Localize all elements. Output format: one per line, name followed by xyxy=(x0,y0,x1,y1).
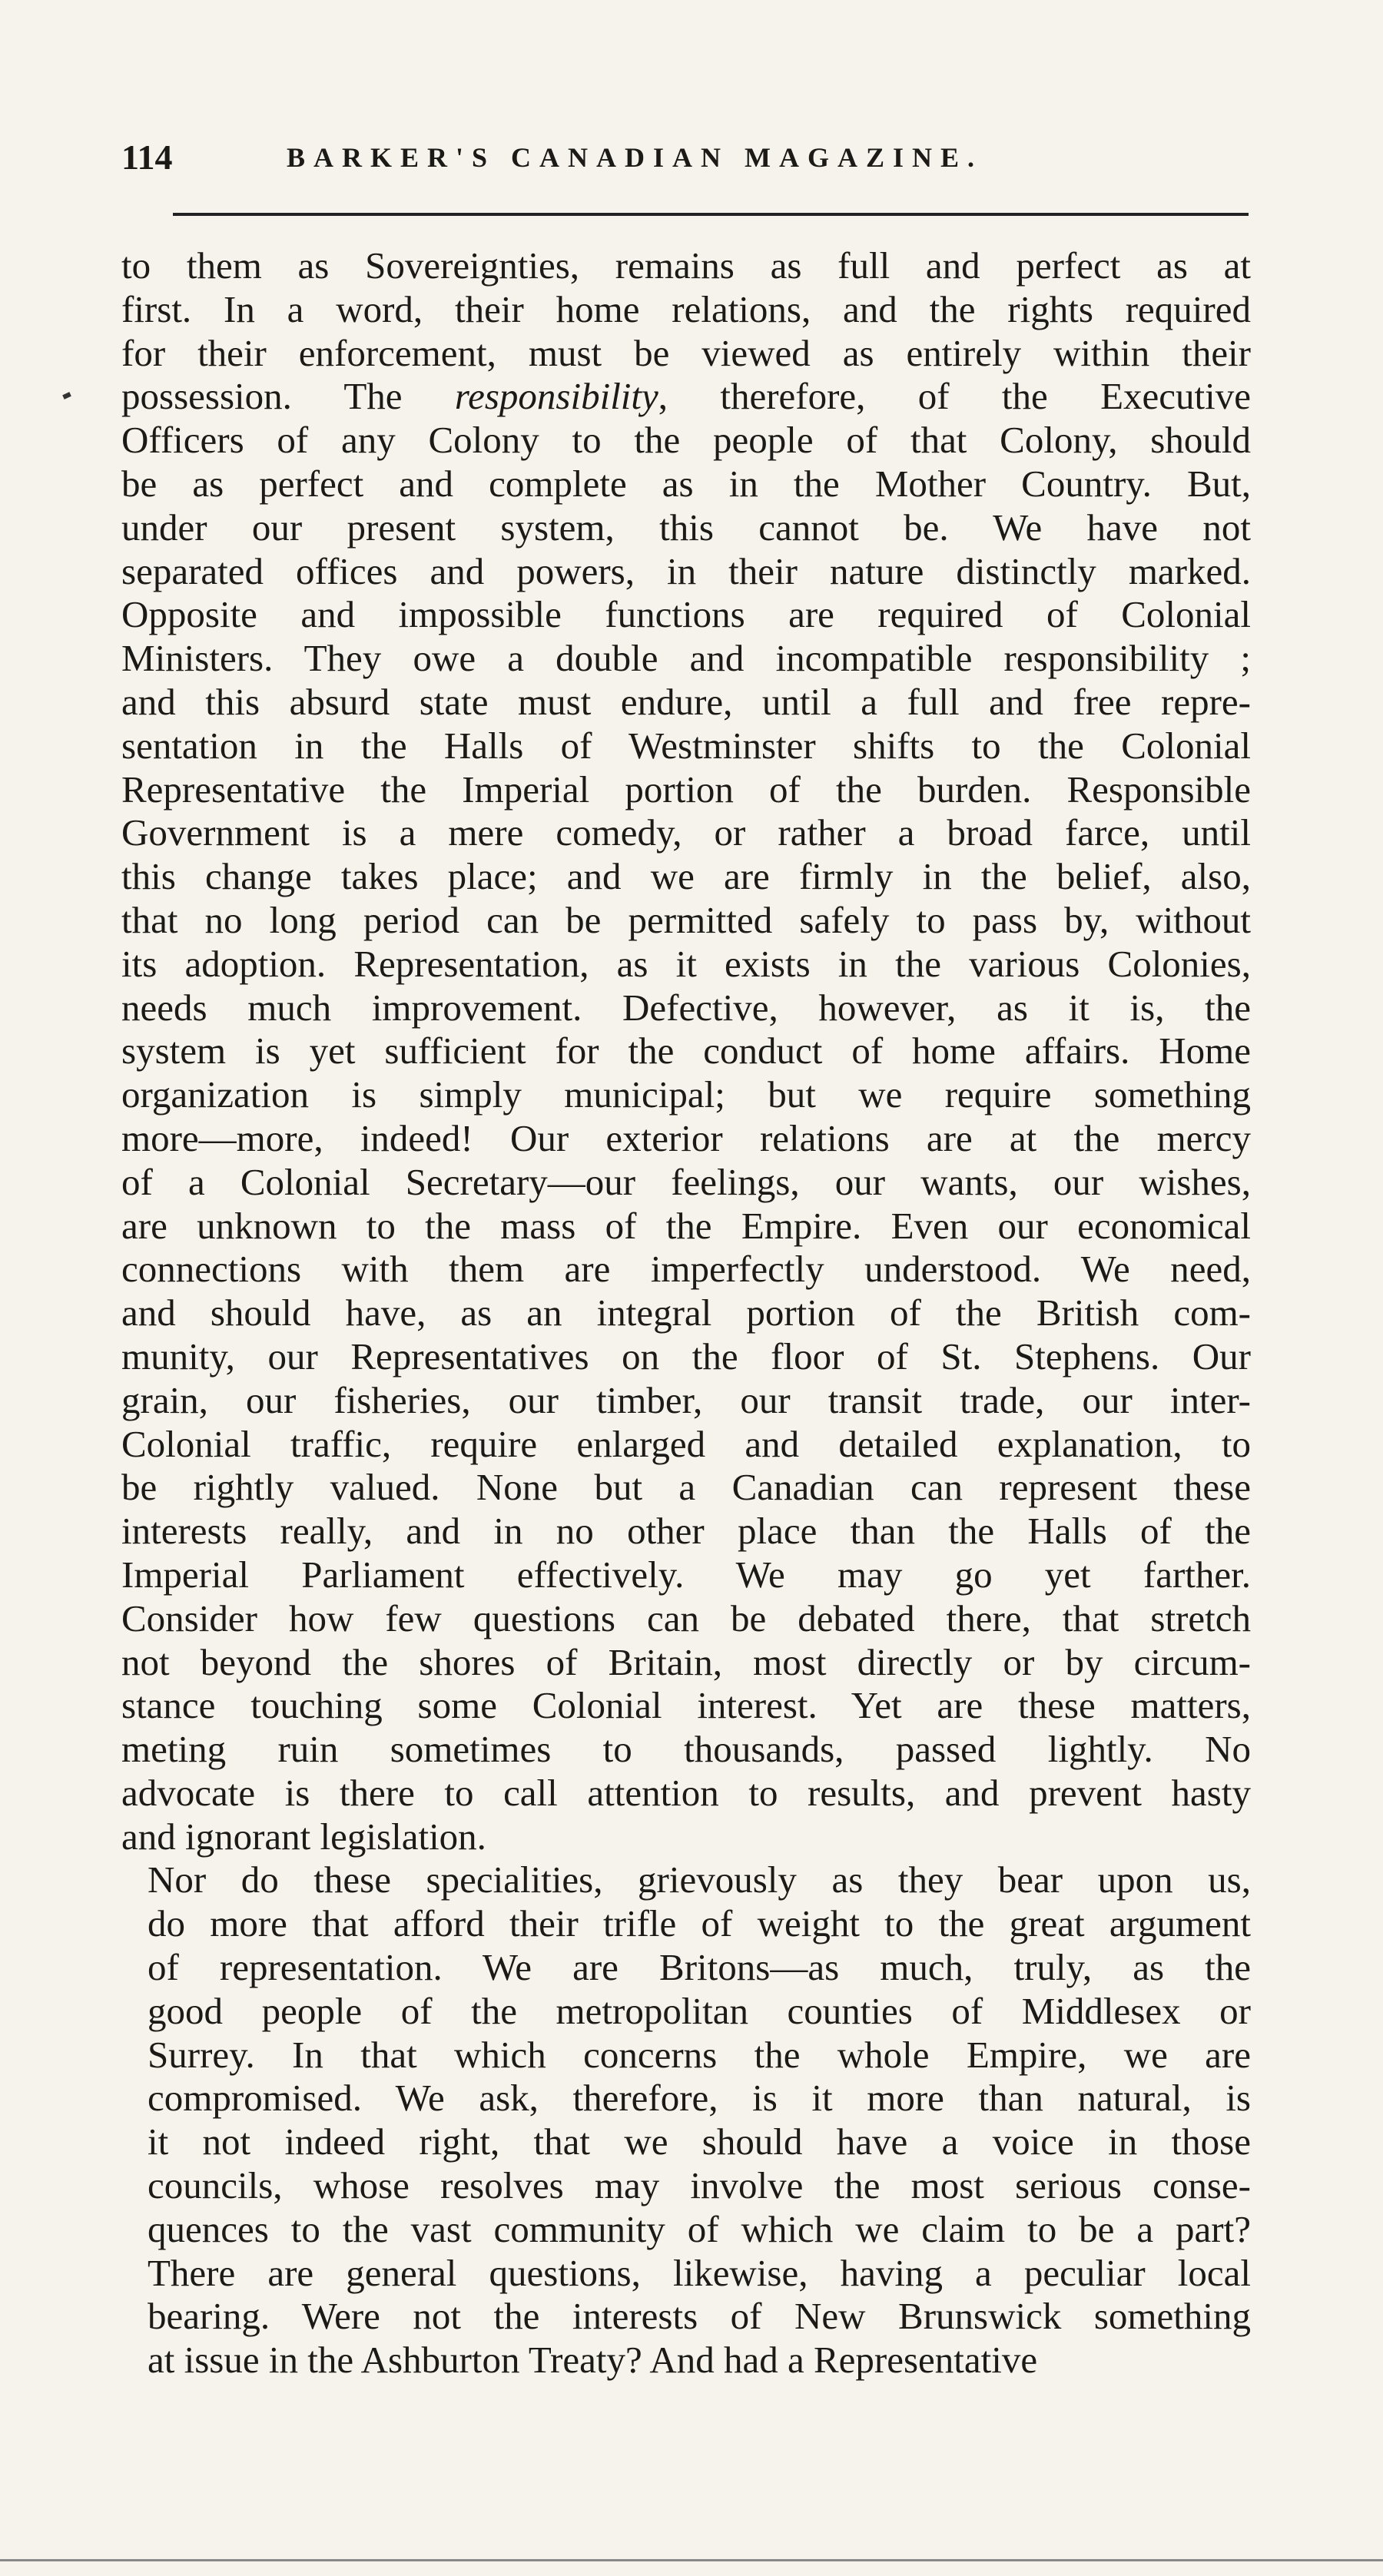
text-line: for their enforcement, must be viewed as entirely within their xyxy=(121,331,1251,374)
text-line: and should have, as an integral portion of the British com- xyxy=(121,1291,1251,1334)
text-line: organization is simply municipal; but we require something xyxy=(121,1073,1251,1116)
text-line: do more that afford their trifle of weight to the great argument xyxy=(148,1902,1251,1945)
text-line: of representation. We are Britons—as much, truly, as the xyxy=(148,1946,1251,1989)
text-line: Imperial Parliament effectively. We may go yet farther. xyxy=(121,1553,1251,1596)
article-body xyxy=(121,244,1251,2382)
text-line: advocate is there to call attention to results, and prevent hasty xyxy=(121,1771,1251,1814)
text-line: Surrey. In that which concerns the whole Empire, we are xyxy=(148,2033,1251,2076)
text-line: under our present system, this cannot be. We have not xyxy=(121,506,1251,549)
text-line: meting ruin sometimes to thousands, passed lightly. No xyxy=(121,1728,1251,1771)
text-line: separated offices and powers, in their nature distinctly marked. xyxy=(121,549,1251,592)
text-line: There are general questions, likewise, having a peculiar local xyxy=(148,2251,1251,2294)
text-line: Consider how few questions can be debated there, that stretch xyxy=(121,1596,1251,1639)
text-line: and this absurd state must endure, until a full and free repre- xyxy=(121,680,1251,723)
text-line: possession. The responsibility, therefore, of the Executive xyxy=(121,375,1251,418)
text-line: good people of the metropolitan counties of Middlesex or xyxy=(148,1989,1251,2032)
text-line: munity, our Representatives on the floor of St. Stephens. Our xyxy=(121,1334,1251,1378)
text-line: more—more, indeed! Our exterior relations are at the mercy xyxy=(121,1116,1251,1159)
paragraph-2 xyxy=(121,1858,1251,2382)
text-line: it not indeed right, that we should have a voice in those xyxy=(148,2120,1251,2163)
text-line: that no long period can be permitted safely to pass by, without xyxy=(121,898,1251,941)
text-line: needs much improvement. Defective, however, as it is, the xyxy=(121,986,1251,1029)
paragraph-1 xyxy=(121,244,1251,1858)
text-line: Ministers. They owe a double and incompatible responsibility ; xyxy=(121,637,1251,680)
text-line: Representative the Imperial portion of the burden. Responsible xyxy=(121,767,1251,811)
text-line: Nor do these specialities, grievously as they bear upon us, xyxy=(148,1858,1251,1901)
text-line: quences to the vast community of which we claim to be a part? xyxy=(148,2207,1251,2250)
text-line: of a Colonial Secretary—our feelings, our wants, our wishes, xyxy=(121,1160,1251,1203)
text-line: to them as Sovereignties, remains as full and perfect as at xyxy=(121,244,1251,287)
text-line: this change takes place; and we are firmly in the belief, also, xyxy=(121,855,1251,898)
text-line: Officers of any Colony to the people of that Colony, should xyxy=(121,419,1251,462)
text-line: compromised. We ask, therefore, is it more than natural, is xyxy=(148,2077,1251,2120)
page-number: 114 xyxy=(121,138,173,177)
page-bottom-edge xyxy=(0,2559,1383,2561)
running-head xyxy=(121,131,1243,184)
text-line: not beyond the shores of Britain, most directly or by circum- xyxy=(121,1640,1251,1683)
margin-mark xyxy=(62,392,71,399)
text-line: at issue in the Ashburton Treaty? And had a Representative xyxy=(148,2339,1038,2382)
text-line: sentation in the Halls of Westminster shifts to the Colonial xyxy=(121,724,1251,767)
journal-title: BARKER'S CANADIAN MAGAZINE. xyxy=(287,142,983,173)
header-rule xyxy=(173,213,1249,216)
text-line: first. In a word, their home relations, and the rights required xyxy=(121,287,1251,330)
text-line: bearing. Were not the interests of New Brunswick something xyxy=(148,2295,1251,2338)
text-line: are unknown to the mass of the Empire. Even our economical xyxy=(121,1204,1251,1247)
text-line: be as perfect and complete as in the Mother Country. But, xyxy=(121,462,1251,505)
text-line: Colonial traffic, require enlarged and detailed explanation, to xyxy=(121,1422,1251,1465)
text-line: its adoption. Representation, as it exists in the various Colonies, xyxy=(121,942,1251,985)
text-line: Government is a mere comedy, or rather a broad farce, until xyxy=(121,811,1251,854)
text-line: interests really, and in no other place than the Halls of the xyxy=(121,1510,1251,1553)
text-line: and ignorant legislation. xyxy=(121,1815,486,1858)
text-line: councils, whose resolves may involve the most serious conse- xyxy=(148,2164,1251,2207)
text-line: system is yet sufficient for the conduct of home affairs. Home xyxy=(121,1029,1251,1073)
text-line: stance touching some Colonial interest. Yet are these matters, xyxy=(121,1684,1251,1727)
text-line: be rightly valued. None but a Canadian can represent these xyxy=(121,1466,1251,1509)
text-line: grain, our fisheries, our timber, our transit trade, our inter- xyxy=(121,1378,1251,1421)
text-line: Opposite and impossible functions are required of Colonial xyxy=(121,593,1251,636)
text-line: connections with them are imperfectly understood. We need, xyxy=(121,1248,1251,1291)
